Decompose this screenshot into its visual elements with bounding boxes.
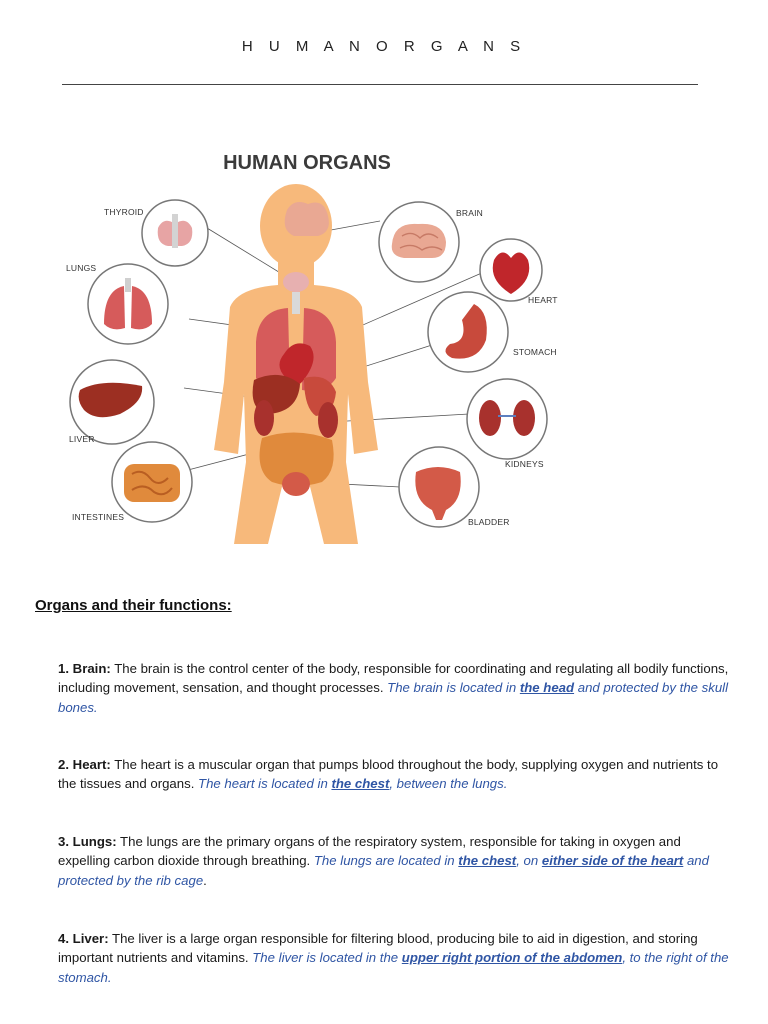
item-location: The liver is located in the upper right portion of the abdomen, to the right of the stomach.: [58, 950, 729, 985]
item-location: The lungs are located in the chest, on either side of the heart and protected by the rib cage: [58, 853, 709, 888]
lungs-callout: [66, 263, 168, 344]
label-stomach: STOMACH: [513, 347, 557, 357]
figure-title: HUMAN ORGANS: [223, 152, 391, 174]
intestines-callout: [72, 442, 192, 522]
organ-item-liver: [58, 929, 730, 987]
label-lungs: LUNGS: [66, 263, 97, 273]
heart-callout: [480, 239, 558, 305]
organ-item-brain: [58, 659, 730, 717]
item-name: Brain:: [72, 661, 111, 676]
item-description: The liver is a large organ responsible for filtering blood, producing bile to aid in digestion, and storing important nutrients and vitamins.: [58, 931, 698, 966]
human-organs-figure: [32, 132, 580, 552]
label-bladder: BLADDER: [468, 517, 510, 527]
item-description: The heart is a muscular organ that pumps blood throughout the body, supplying oxygen and nutrients to the tissues and organs.: [58, 757, 719, 792]
label-thyroid: THYROID: [104, 207, 144, 217]
label-kidneys: KIDNEYS: [505, 459, 544, 469]
item-name: Lungs:: [72, 834, 117, 849]
item-number: 1.: [58, 661, 69, 676]
title-underline: [62, 84, 698, 85]
section-heading: Organs and their functions:: [35, 597, 232, 614]
label-intestines: INTESTINES: [72, 512, 125, 522]
item-location: The brain is located in the head and protected by the skull bones.: [58, 680, 729, 715]
label-brain: BRAIN: [456, 208, 483, 218]
item-number: 4.: [58, 931, 69, 946]
brain-callout: [379, 202, 483, 282]
document-title: H U M A N O R G A N S: [241, 38, 527, 55]
thyroid-callout: [104, 200, 208, 266]
kidneys-callout: [467, 379, 547, 469]
item-name: Heart:: [72, 757, 111, 772]
item-number: 2.: [58, 757, 69, 772]
item-location: The heart is located in the chest, between the lungs.: [198, 776, 508, 792]
organ-item-lungs: 3. Lungs: The lungs are the primary organs of the respiratory system, responsible for taking in oxygen and expelling carbon dioxide through breathing. The lungs are located in the chest, on either side of the heart and protected by the rib cage.: [58, 834, 709, 888]
item-description: The brain is the control center of the body, responsible for coordinating and regulating all bodily functions, including movement, sensation, and thought processes.: [58, 661, 729, 696]
item-name: Liver:: [72, 931, 109, 946]
liver-callout: [69, 360, 154, 444]
item-number: 3.: [58, 834, 69, 849]
organ-diagram: [32, 132, 580, 552]
label-liver: LIVER: [69, 434, 95, 444]
label-heart: HEART: [528, 295, 558, 305]
bladder-callout: [399, 447, 510, 527]
item-description: The lungs are the primary organs of the respiratory system, responsible for taking in oxygen and expelling carbon dioxide through breathing.: [58, 834, 681, 869]
organ-item-heart: [58, 755, 730, 794]
